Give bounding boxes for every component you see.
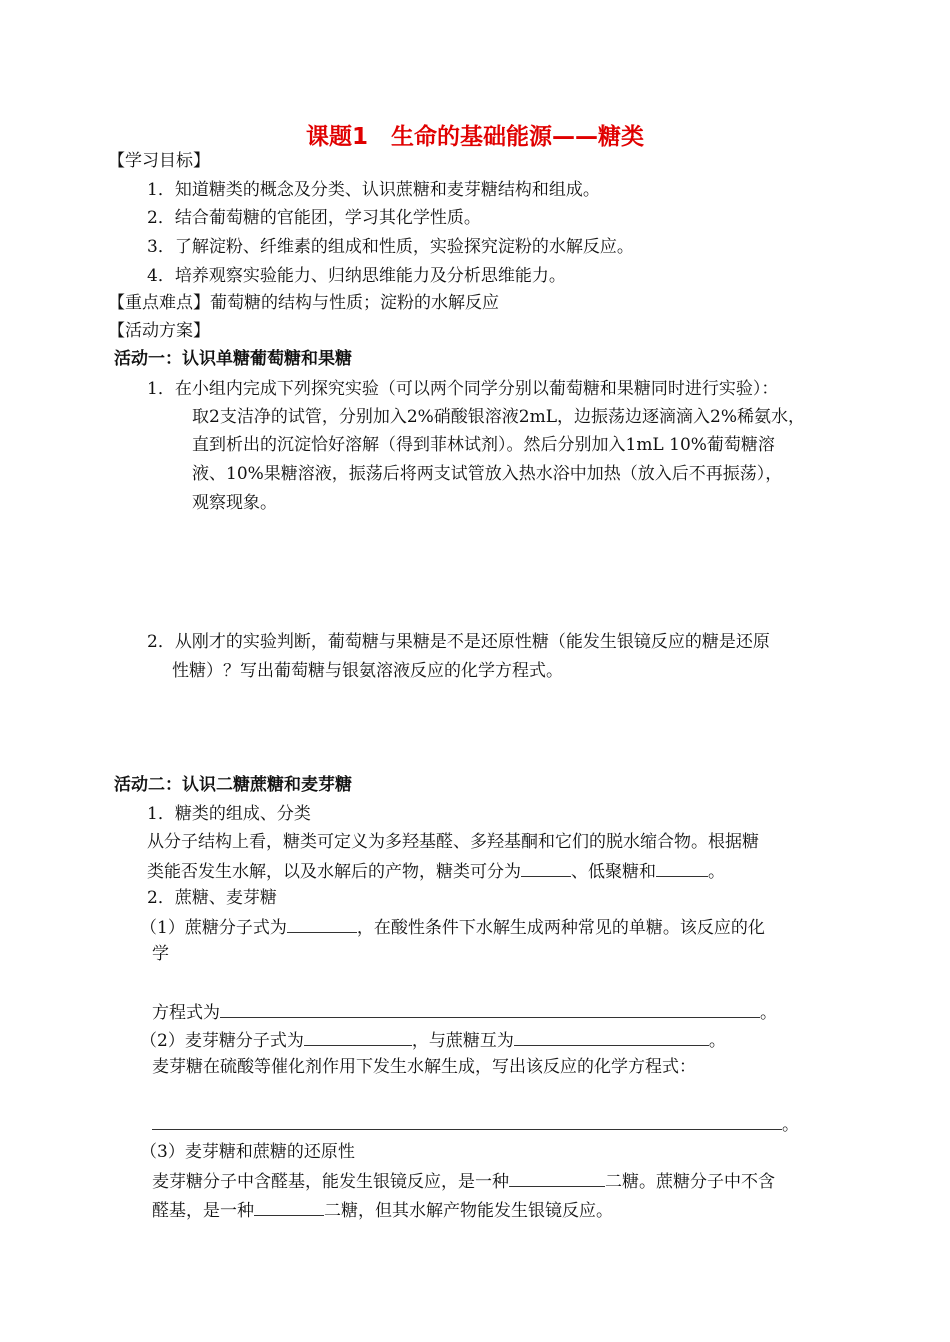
activity1-question2-cont: 性糖）？写出葡萄糖与银氨溶液反应的化学方程式。 <box>172 661 563 681</box>
part3-line-cont <box>152 1198 613 1222</box>
text-span: （2）麦芽糖分子式为 <box>140 1031 304 1051</box>
text-span: 类能否发生水解，以及水解后的产物，糖类可分为 <box>147 862 521 882</box>
answer-blank[interactable] <box>220 1000 760 1018</box>
text-span: （1）蔗糖分子式为 <box>140 918 287 938</box>
answer-blank[interactable] <box>152 1112 782 1130</box>
objective-item: 3．了解淀粉、纤维素的组成和性质，实验探究淀粉的水解反应。 <box>147 237 634 257</box>
answer-blank[interactable] <box>304 1028 412 1046</box>
text-span: 。 <box>708 862 725 882</box>
answer-blank[interactable] <box>656 859 708 877</box>
section2-heading: 2．蔗糖、麦芽糖 <box>147 888 277 908</box>
text-span: 麦芽糖分子中含醛基，能发生银镜反应，是一种 <box>152 1172 509 1192</box>
section1-heading: 1．糖类的组成、分类 <box>147 804 311 824</box>
text-span: 。 <box>760 1003 777 1023</box>
objective-item: 4．培养观察实验能力、归纳思维能力及分析思维能力。 <box>147 266 566 286</box>
text-span: 醛基，是一种 <box>152 1201 254 1221</box>
section1-text: 从分子结构上看，糖类可定义为多羟基醛、多羟基酮和它们的脱水缩合物。根据糖 <box>147 832 759 852</box>
answer-blank[interactable] <box>254 1198 324 1216</box>
part1-line <box>140 915 765 939</box>
activity1-q1-body: 取2支洁净的试管，分别加入2%硝酸银溶液2mL，边振荡边逐滴滴入2%稀氨水， <box>192 407 805 427</box>
answer-blank[interactable] <box>509 1169 605 1187</box>
part3-heading: （3）麦芽糖和蔗糖的还原性 <box>140 1142 355 1162</box>
objective-item: 1．知道糖类的概念及分类、认识蔗糖和麦芽糖结构和组成。 <box>147 180 600 200</box>
section1-text-blanks <box>147 859 725 883</box>
objectives-heading: 【学习目标】 <box>108 151 210 171</box>
text-span: 二糖，但其水解产物能发生银镜反应。 <box>324 1201 613 1221</box>
text-span: 、低聚糖和 <box>571 862 656 882</box>
activity1-heading: 活动一：认识单糖葡萄糖和果糖 <box>114 349 352 369</box>
plan-heading: 【活动方案】 <box>108 321 210 341</box>
text-span: 方程式为 <box>152 1003 220 1023</box>
activity1-q1-body: 观察现象。 <box>192 493 277 513</box>
answer-blank[interactable] <box>521 859 571 877</box>
part2-line <box>140 1028 726 1052</box>
answer-blank[interactable] <box>287 915 357 933</box>
part2-text: 麦芽糖在硫酸等催化剂作用下发生水解生成，写出该反应的化学方程式： <box>152 1057 696 1077</box>
text-span: 。 <box>782 1115 799 1135</box>
key-points: 【重点难点】葡萄糖的结构与性质；淀粉的水解反应 <box>108 293 499 313</box>
text-span: ，在酸性条件下水解生成两种常见的单糖。该反应的化 <box>356 918 765 938</box>
text-span: 。 <box>708 1031 726 1051</box>
part3-line <box>152 1169 775 1193</box>
activity2-heading: 活动二：认识二糖蔗糖和麦芽糖 <box>114 775 352 795</box>
part2-equation-line <box>152 1112 799 1136</box>
activity1-question2: 2．从刚才的实验判断，葡萄糖与果糖是不是还原性糖（能发生银镜反应的糖是还原 <box>147 632 770 652</box>
page-title: 课题1 生命的基础能源——糖类 <box>305 124 644 150</box>
objective-item: 2．结合葡萄糖的官能团，学习其化学性质。 <box>147 208 481 228</box>
activity1-q1-body: 直到析出的沉淀恰好溶解（得到菲林试剂）。然后分别加入1mL 10%葡萄糖溶 <box>192 435 775 455</box>
text-span: 二糖。蔗糖分子中不含 <box>605 1172 775 1192</box>
activity1-q1-body: 液、10%果糖溶液，振荡后将两支试管放入热水浴中加热（放入后不再振荡）， <box>192 464 783 484</box>
part1-line-cont: 学 <box>152 944 169 964</box>
answer-blank[interactable] <box>514 1028 709 1046</box>
activity1-question1: 1．在小组内完成下列探究实验（可以两个同学分别以葡萄糖和果糖同时进行实验）： <box>147 379 779 399</box>
part1-equation-line <box>152 1000 777 1024</box>
text-span: ，与蔗糖互为 <box>411 1031 514 1051</box>
